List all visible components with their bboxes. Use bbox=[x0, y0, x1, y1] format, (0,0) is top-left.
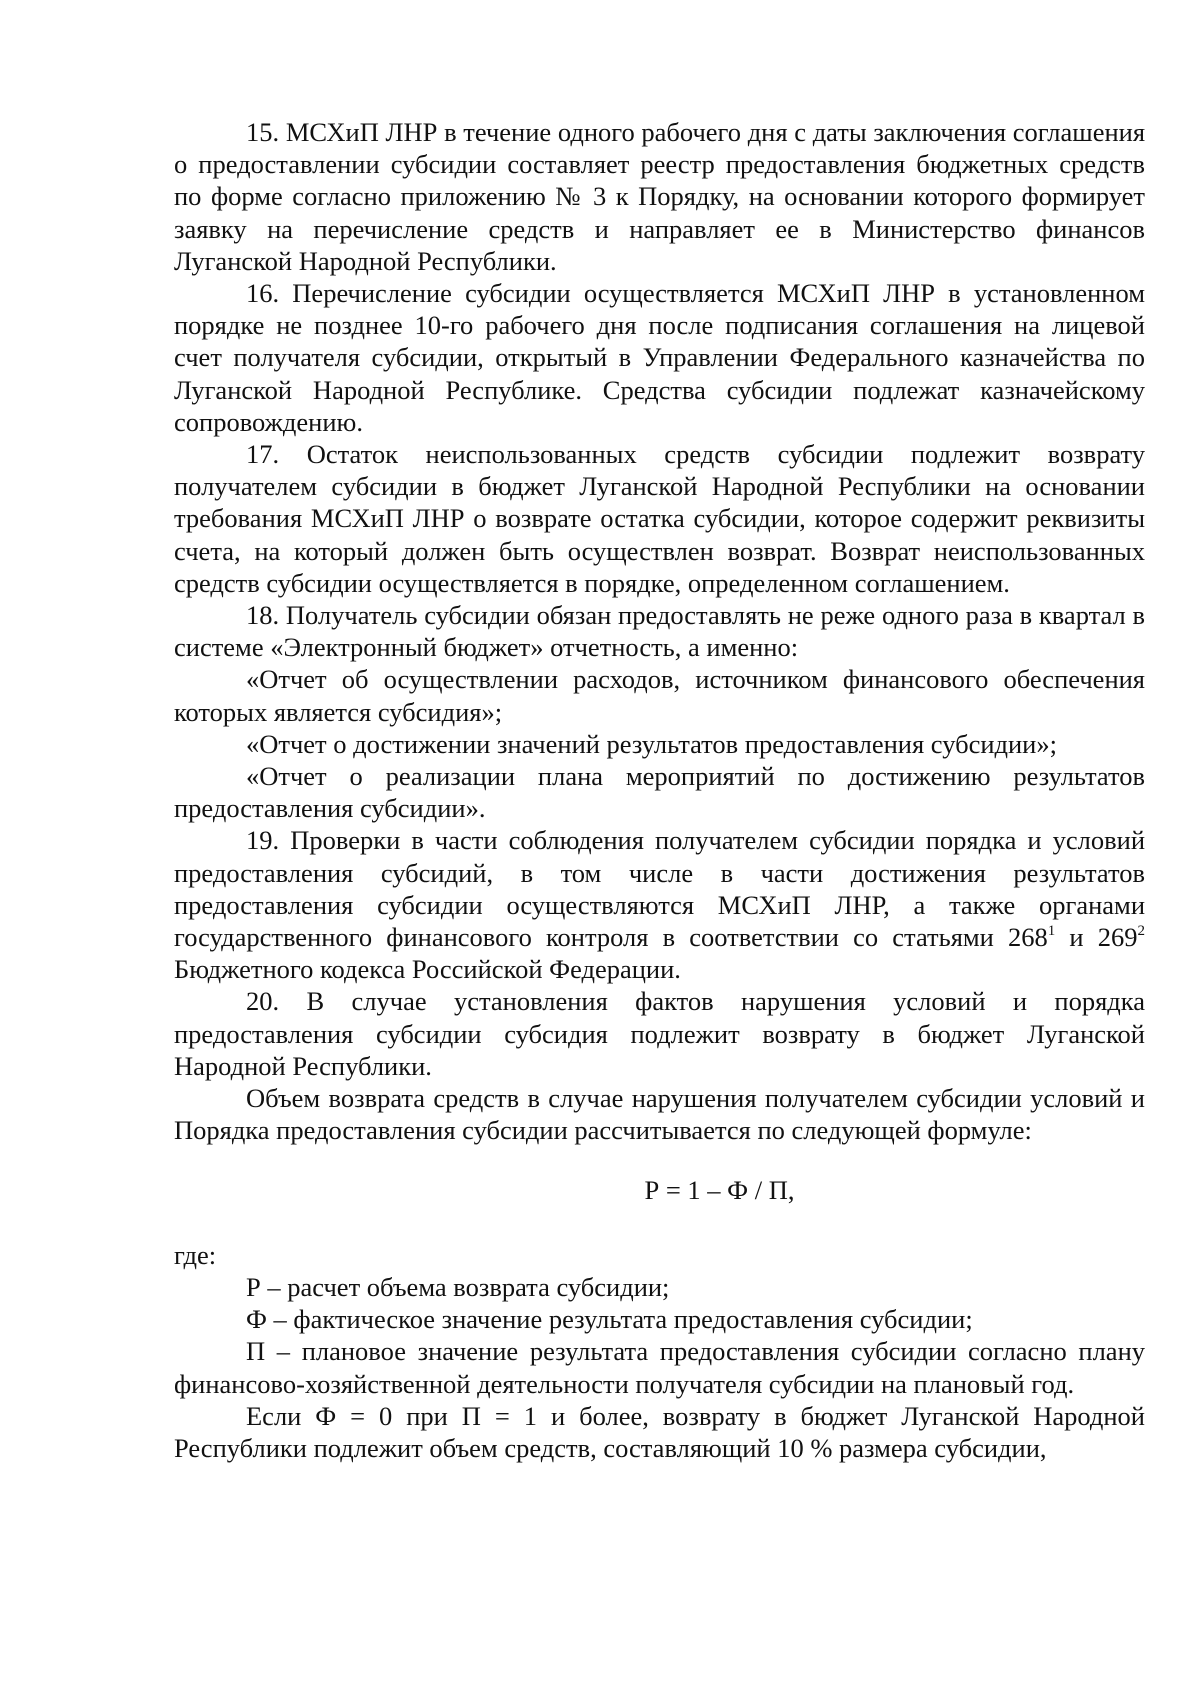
document-body bbox=[174, 116, 1145, 1464]
paragraph-text: В случае установления фактов нарушения условий и порядка предоставления субсидии субсидия подлежит возврату в бюджет Луганской Народной Республики. bbox=[174, 986, 1146, 1081]
paragraph-15 bbox=[174, 116, 1145, 277]
paragraph-text: МСХиП ЛНР в течение одного рабочего дня с даты заключения соглашения о предоставлении субсидии составляет реестр предоставления бюджетных средств по форме согласно приложению № 3 к Порядку, на основании которого формирует заявку на перечисление средств и направляет ее в Министерство финансов Луганской Народной Республики. bbox=[174, 117, 1146, 276]
article-reference-2: 269 bbox=[1097, 922, 1138, 953]
paragraph-17 bbox=[174, 438, 1145, 599]
report-item-results: «Отчет о достижении значений результатов предоставления субсидии»; bbox=[246, 728, 1057, 759]
paragraph-text-end: Бюджетного кодекса Российской Федерации. bbox=[174, 954, 681, 985]
last-paragraph: Если Ф = 0 при П = 1 и более, возврату в бюджет Луганской Народной Республики подлежит объем средств, составляющий 10 % размера субсидии, bbox=[174, 1400, 1145, 1463]
item-number: 19. bbox=[246, 825, 280, 856]
paragraph-text: Остаток неиспользованных средств субсидии подлежит возврату получателем субсидии в бюджет Луганской Народной Республики на основании требования МСХиП ЛНР о возврате остатка субсидии, которое содержит реквизиты счета, на который должен быть осуществлен возврат. Возврат неиспользованных средств субсидии осуществляется в порядке, определенном соглашением. bbox=[174, 439, 1145, 598]
paragraph-text: Перечисление субсидии осуществляется МСХиП ЛНР в установленном порядке не позднее 10-го рабочего дня после подписания соглашения на лицевой счет получателя субсидии, открытый в Управлении Федерального казначейства по Луганской Народной Республике. Средства субсидии подлежат казначейскому сопровождению. bbox=[174, 278, 1145, 437]
item-number: 17. bbox=[246, 439, 280, 470]
formula: Р = 1 – Ф / П, bbox=[644, 1174, 795, 1205]
paragraph-19 bbox=[174, 824, 1145, 985]
paragraph-18 bbox=[174, 599, 1145, 663]
article-superscript-2: 2 bbox=[1137, 923, 1145, 940]
definition-p: П – плановое значение результата предоставления субсидии согласно плану финансово-хозяйственной деятельности получателя субсидии на плановый год. bbox=[174, 1336, 1145, 1399]
paragraph-16 bbox=[174, 277, 1145, 438]
where-label: где: bbox=[174, 1239, 217, 1270]
paragraph-text: Проверки в части соблюдения получателем субсидии порядка и условий предоставления субсидий, в том числе в части достижения результатов предоставления субсидии осуществляются МСХиП ЛНР, а также органами государственного финансового контроля в соответствии со статьями bbox=[174, 825, 1146, 953]
volume-paragraph: Объем возврата средств в случае нарушения получателем субсидии условий и Порядка предоставления субсидии рассчитывается по следующей формуле: bbox=[174, 1083, 1145, 1146]
report-item-plan: «Отчет о реализации плана мероприятий по достижению результатов предоставления субсидии». bbox=[174, 761, 1145, 824]
definition-r: Р – расчет объема возврата субсидии; bbox=[246, 1271, 670, 1302]
conjunction: и bbox=[1055, 922, 1098, 953]
article-superscript-1: 1 bbox=[1047, 923, 1056, 940]
paragraph-text: Получатель субсидии обязан предоставлять не реже одного раза в квартал в системе «Электронный бюджет» отчетность, а именно: bbox=[174, 600, 1145, 663]
item-number: 16. bbox=[246, 278, 280, 309]
report-item-expenses: «Отчет об осуществлении расходов, источником финансового обеспечения которых является субсидия»; bbox=[174, 664, 1145, 727]
article-reference-1: 268 bbox=[1008, 922, 1048, 953]
item-number: 15. bbox=[246, 117, 280, 147]
definition-f: Ф – фактическое значение результата предоставления субсидии; bbox=[246, 1304, 973, 1335]
item-number: 18. bbox=[246, 600, 280, 631]
paragraph-20 bbox=[174, 985, 1145, 1082]
item-number: 20. bbox=[246, 986, 280, 1017]
